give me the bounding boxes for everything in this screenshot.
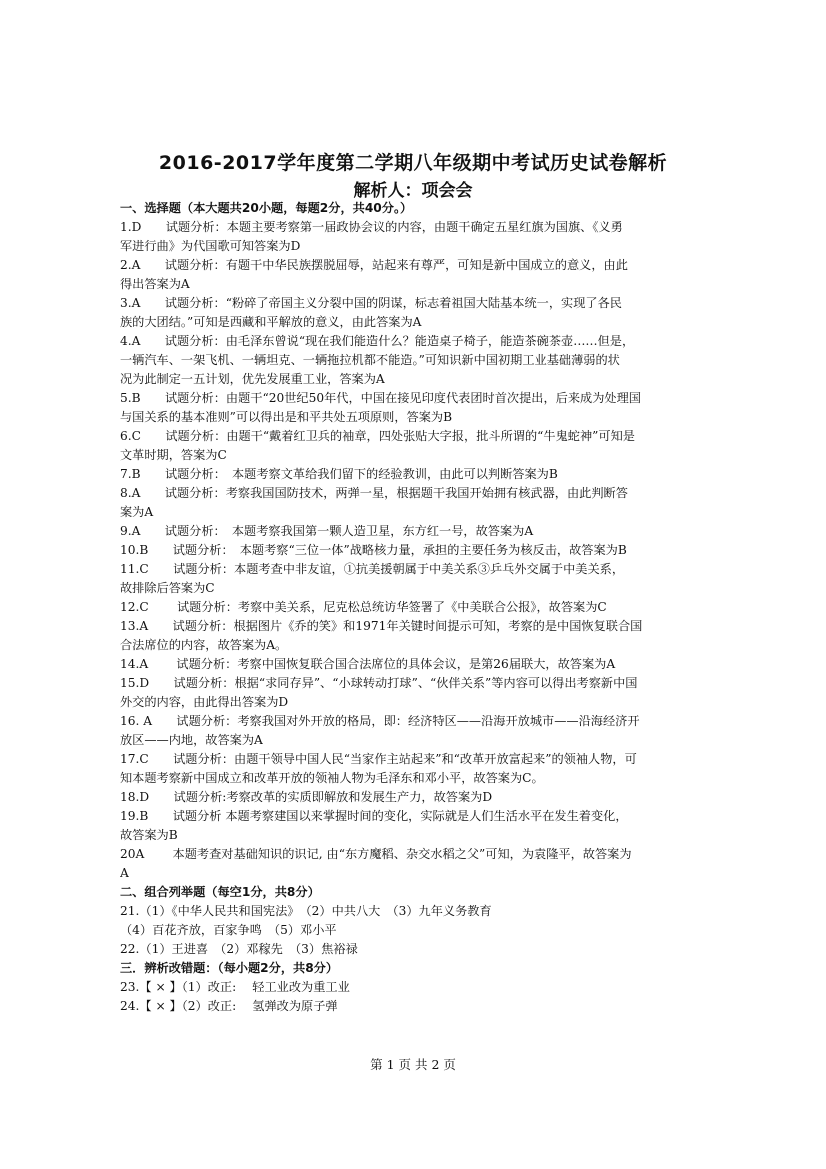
- text-line: 5.B 试题分析：由题干“20世纪50年代，中国在接见印度代表团时首次提出，后来成为处理国: [120, 391, 641, 405]
- text-line: （4）百花齐放，百家争鸣 （5）邓小平: [120, 923, 337, 937]
- section-heading: 二、组合列举题（每空1分，共8分）: [120, 885, 320, 899]
- text-line: 16. A 试题分析：考察我国对外开放的格局，即：经济特区——沿海开放城市——沿海经济开: [120, 714, 640, 728]
- text-line: 知本题考察新中国成立和改革开放的领袖人物为毛泽东和邓小平，故答案为C。: [120, 771, 544, 785]
- text-line: 外交的内容，由此得出答案为D: [120, 695, 289, 709]
- text-line: 21.（1）《中华人民共和国宪法》 （2）中共八大 （3）九年义务教育: [120, 904, 492, 918]
- document-title: 2016-2017学年度第二学期八年级期中考试历史试卷解析: [158, 152, 668, 174]
- text-line: 故排除后答案为C: [120, 581, 215, 595]
- text-line: 族的大团结。”可知是西藏和平解放的意义，由此答案为A: [120, 315, 422, 329]
- text-line: 14.A 试题分析：考察中国恢复联合国合法席位的具体会议，是第26届联大，故答案为A: [120, 657, 616, 671]
- text-line: 22.（1）王进喜 （2）邓稼先 （3）焦裕禄: [120, 942, 358, 956]
- text-line: 19.B 试题分析 本题考察建国以来掌握时间的变化，实际就是人们生活水平在发生着变化，: [120, 809, 628, 823]
- text-line: 12.C 试题分析：考察中美关系，尼克松总统访华签署了《中美联合公报》，故答案为C: [120, 600, 607, 614]
- text-line: 况为此制定一五计划，优先发展重工业，答案为A: [120, 372, 385, 386]
- text-line: 合法席位的内容，故答案为A。: [120, 638, 288, 652]
- text-line: 军进行曲》为代国歌可知答案为D: [120, 239, 301, 253]
- text-line: 4.A 试题分析：由毛泽东曾说“现在我们能造什么？能造桌子椅子，能造茶碗茶壶……但是，: [120, 334, 635, 348]
- document-body: [120, 199, 708, 1016]
- text-line: 一辆汽车、一架飞机、一辆坦克、一辆拖拉机都不能造。”可知识新中国初期工业基础薄弱的状: [120, 353, 620, 367]
- text-line: 得出答案为A: [120, 277, 190, 291]
- text-line: 15.D 试题分析：根据“求同存异”、“小球转动打球”、“伙伴关系”等内容可以得出考察新中国: [120, 676, 638, 690]
- text-line: 17.C 试题分析：由题干领导中国人民“当家作主站起来”和“改革开放富起来”的领袖人物，可: [120, 752, 637, 766]
- text-line: 20A 本题考查对基础知识的识记, 由“东方魔稻、杂交水稻之父”可知，为袁隆平，故答案为: [120, 847, 632, 861]
- text-line: A: [120, 866, 129, 880]
- text-line: 13.A 试题分析：根据图片《乔的笑》和1971年关键时间提示可知，考察的是中国恢复联合国: [120, 619, 643, 633]
- text-line: 24.【 × 】（2）改正: 氢弹改为原子弹: [120, 999, 338, 1013]
- text-line: 放区——内地，故答案为A: [120, 733, 263, 747]
- text-line: 23.【 × 】（1）改正: 轻工业改为重工业: [120, 980, 350, 994]
- page-footer: 第 1 页 共 2 页: [370, 1057, 456, 1072]
- section-heading: 三．辨析改错题：（每小题2分，共8分）: [120, 961, 339, 975]
- text-line: 18.D 试题分析:考察改革的实质即解放和发展生产力，故答案为D: [120, 790, 493, 804]
- text-line: 2.A 试题分析：有题干中华民族摆脱屈辱，站起来有尊严，可知是新中国成立的意义，由此: [120, 258, 628, 272]
- section-heading: 一、选择题（本大题共20小题，每题2分，共40分。）: [120, 201, 413, 215]
- text-line: 与国关系的基本准则”可以得出是和平共处五项原则，答案为B: [120, 410, 453, 424]
- text-line: 3.A 试题分析：“粉碎了帝国主义分裂中国的阴谋，标志着祖国大陆基本统一，实现了各民: [120, 296, 622, 310]
- text-line: 10.B 试题分析： 本题考察“三位一体”战略核力量，承担的主要任务为核反击，故答案为B: [120, 543, 627, 557]
- text-line: 8.A 试题分析：考察我国国防技术，两弹一星，根据题干我国开始拥有核武器，由此判断答: [120, 486, 628, 500]
- text-line: 7.B 试题分析： 本题考察文革给我们留下的经验教训，由此可以判断答案为B: [120, 467, 558, 481]
- text-line: 9.A 试题分析： 本题考察我国第一颗人造卫星，东方红一号，故答案为A: [120, 524, 534, 538]
- text-line: 1.D 试题分析：本题主要考察第一届政协会议的内容，由题干确定五星红旗为国旗、《义勇: [120, 220, 623, 234]
- text-line: 故答案为B: [120, 828, 178, 842]
- text-line: 文革时期，答案为C: [120, 448, 227, 462]
- text-line: 案为A: [120, 505, 154, 519]
- document-author: 解析人：项会会: [353, 181, 473, 201]
- text-line: 11.C 试题分析：本题考查中非友谊，①抗美援朝属于中美关系③乒乓外交属于中美关系，: [120, 562, 625, 576]
- text-line: 6.C 试题分析：由题干“戴着红卫兵的袖章，四处张贴大字报，批斗所谓的“牛鬼蛇神”可知是: [120, 429, 635, 443]
